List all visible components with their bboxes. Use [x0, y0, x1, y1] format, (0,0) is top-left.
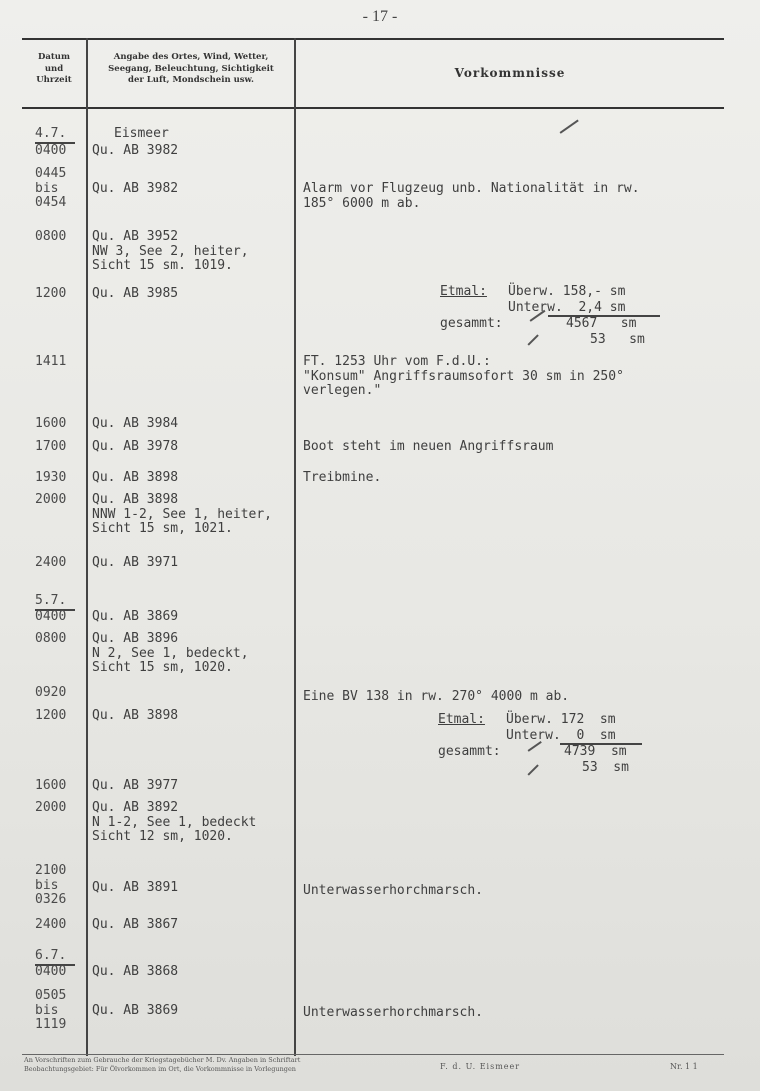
etmal-total-label: gesammt: [438, 744, 501, 759]
entry-date: 4.7. [35, 127, 75, 144]
header-events: Vorkommnisse [454, 66, 566, 80]
entry-date: 5.7. [35, 594, 75, 611]
entry-event: Treibmine. [303, 470, 382, 485]
etmal-label: Etmal: [438, 712, 485, 727]
footer-rule [22, 1054, 724, 1055]
etmal-total-value: 4739 sm [564, 744, 627, 759]
entry-position: Qu. AB 3896 N 2, See 1, bedeckt, Sicht 15 sm, 1020. [92, 631, 249, 676]
entry-time: 0505 bis 1119 [35, 988, 67, 1033]
entry-event: Unterwasserhorchmarsch. [303, 883, 484, 898]
entry-position: Qu. AB 3869 [92, 609, 179, 624]
entry-event: Boot steht im neuen Angriffsraum [303, 439, 554, 454]
footer-middle-text: F. d. U. Eismeer [440, 1062, 521, 1071]
entry-event: Alarm vor Flugzeug unb. Nationalität in rw. 185° 6000 m ab. [303, 181, 640, 211]
footer-left-text: An Vorschriften zum Gebrauche der Kriegstagebücher M. Dv. Angaben in Schriftart Beobachtungsgebiet: Für Ölvorkommen im Ort, die Vorkommnisse in Vorlegungen [24, 1056, 301, 1073]
entry-position: Qu. AB 3868 [92, 964, 179, 979]
entry-time: 1600 [35, 778, 67, 793]
entry-position: Qu. AB 3971 [92, 555, 179, 570]
etmal-surface-distance: Überw. 172 sm [506, 712, 616, 727]
entry-time: 2400 [35, 917, 67, 932]
table-top-rule [22, 38, 724, 40]
etmal-submerged-distance: Unterw. 0 sm [506, 728, 616, 743]
entry-time: 1411 [35, 354, 67, 369]
entry-time: 1200 [35, 708, 67, 723]
entry-position: Qu. AB 3869 [92, 1003, 179, 1018]
header-location-weather: Angabe des Ortes, Wind, Wetter, Seegang, Beleuchtung, Sichtigkeit der Luft, Mondschein usw. [108, 52, 274, 85]
etmal-submerged-distance: Unterw. 2,4 sm [508, 300, 626, 315]
etmal-extra-value: 53 sm [590, 332, 645, 347]
entry-time: 2000 [35, 800, 67, 815]
entry-position: Qu. AB 3892 N 1-2, See 1, bedeckt Sicht 12 sm, 1020. [92, 800, 257, 845]
etmal-surface-distance: Überw. 158,- sm [508, 284, 626, 299]
entry-time: 1600 [35, 416, 67, 431]
entry-position: Eismeer [114, 126, 169, 141]
entry-time: 0800 [35, 229, 67, 244]
entry-position: Qu. AB 3978 [92, 439, 179, 454]
header-bottom-rule [22, 107, 724, 109]
column-divider-1 [86, 38, 88, 1056]
entry-position: Qu. AB 3977 [92, 778, 179, 793]
entry-time: 1700 [35, 439, 67, 454]
entry-position: Qu. AB 3984 [92, 416, 179, 431]
entry-event: Unterwasserhorchmarsch. [303, 1005, 484, 1020]
entry-position: Qu. AB 3985 [92, 286, 179, 301]
etmal-total-value: 4567 sm [566, 316, 637, 331]
entry-position: Qu. AB 3952 NW 3, See 2, heiter, Sicht 15 sm. 1019. [92, 229, 249, 274]
etmal-label: Etmal: [440, 284, 487, 299]
etmal-total-label: gesammt: [440, 316, 503, 331]
entry-time: 2100 bis 0326 [35, 863, 67, 908]
entry-time: 0400 [35, 964, 67, 979]
entry-event: FT. 1253 Uhr vom F.d.U.: "Konsum" Angriffsraumsofort 30 sm in 250° verlegen." [303, 354, 624, 399]
entry-position: Qu. AB 3982 [92, 181, 179, 196]
pencil-tick-mark [560, 120, 579, 134]
entry-position: Qu. AB 3982 [92, 143, 179, 158]
footer-right-text: Nr. 1 1 [670, 1062, 698, 1071]
entry-time: 0445 bis 0454 [35, 166, 67, 211]
entry-time: 0400 [35, 143, 67, 158]
entry-position: Qu. AB 3898 [92, 470, 179, 485]
entry-time: 0800 [35, 631, 67, 646]
column-divider-2 [294, 38, 296, 1056]
entry-time: 1930 [35, 470, 67, 485]
entry-position: Qu. AB 3891 [92, 880, 179, 895]
header-date-time: Datum und Uhrzeit [36, 52, 72, 85]
entry-time: 2000 [35, 492, 67, 507]
entry-position: Qu. AB 3867 [92, 917, 179, 932]
entry-date: 6.7. [35, 949, 75, 966]
entry-position: Qu. AB 3898 NNW 1-2, See 1, heiter, Sicht 15 sm, 1021. [92, 492, 273, 537]
pencil-arrow-mark [527, 334, 538, 345]
pencil-arrow-mark [527, 764, 538, 775]
entry-event: Eine BV 138 in rw. 270° 4000 m ab. [303, 689, 570, 704]
entry-time: 0400 [35, 609, 67, 624]
page-number: - 17 - [362, 8, 398, 25]
page-footer [24, 1056, 744, 1074]
entry-time: 1200 [35, 286, 67, 301]
etmal-extra-value: 53 sm [582, 760, 629, 775]
entry-position: Qu. AB 3898 [92, 708, 179, 723]
entry-time: 0920 [35, 685, 67, 700]
entry-time: 2400 [35, 555, 67, 570]
